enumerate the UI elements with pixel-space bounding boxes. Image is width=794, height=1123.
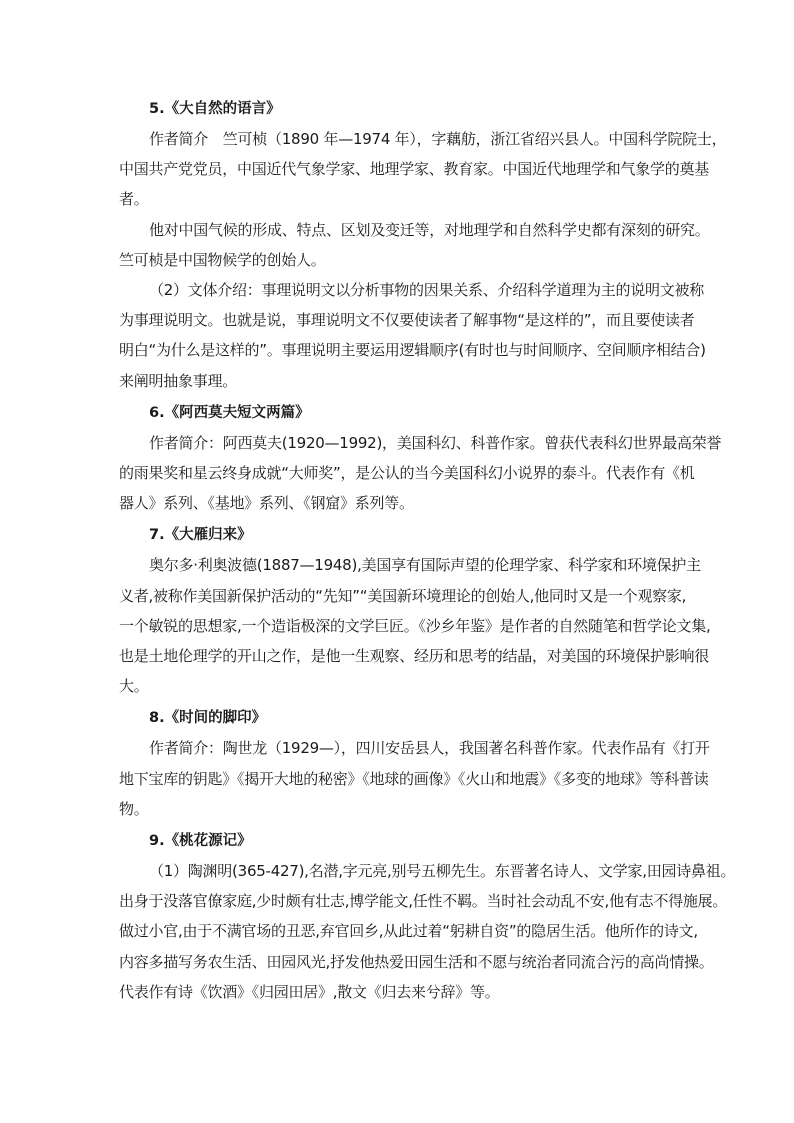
paragraph xyxy=(119,550,711,701)
section-heading: 8.《时间的脚印》 xyxy=(149,710,267,727)
paragraph xyxy=(119,215,710,275)
text-line: 物。 xyxy=(119,799,149,818)
text-line: （2）文体介绍：事理说明文以分析事物的因果关系、介绍科学道理为主的说明文被称 xyxy=(149,281,705,300)
paragraph xyxy=(119,124,727,215)
text-line: 他对中国气候的形成、特点、区划及变迁等，对地理学和自然科学史都有深刻的研究。 xyxy=(149,220,710,239)
section-9 xyxy=(119,830,736,1007)
text-line: 出身于没落官僚家庭,少时颇有壮志,博学能文,任性不羁。当时社会动乱不安,他有志不得施展。 xyxy=(119,892,728,911)
text-line: 来阐明抽象事理。 xyxy=(119,371,238,390)
text-line: 大。 xyxy=(119,677,149,696)
text-line: 作者简介：陶世龙（1929—），四川安岳县人，我国著名科普作家。代表作品有《打开 xyxy=(149,739,710,758)
section-8 xyxy=(119,707,710,824)
section-heading: 6.《阿西莫夫短文两篇》 xyxy=(149,404,310,421)
text-line: 地下宝库的钥匙》《揭开大地的秘密》《地球的画像》《火山和地震》《多变的地球》等科普读 xyxy=(119,769,709,788)
text-line: 明白“为什么是这样的”。事理说明主要运用逻辑顺序(有时也与时间顺序、空间顺序相结合) xyxy=(119,341,706,360)
text-line: 做过小官,由于不满官场的丑恶,弃官回乡,从此过着“躬耕自资”的隐居生活。他所作的诗文, xyxy=(119,922,698,941)
paragraph xyxy=(119,275,706,396)
paragraph xyxy=(119,428,722,519)
text-line: 也是土地伦理学的开山之作，是他一生观察、经历和思考的结晶，对美国的环境保护影响很 xyxy=(119,647,710,666)
document-page xyxy=(119,98,736,1007)
text-line: 作者简介：阿西莫夫(1920—1992)，美国科幻、科普作家。曾获代表科幻世界最高荣誉 xyxy=(149,433,722,452)
text-line: 竺可桢是中国物候学的创始人。 xyxy=(119,250,326,269)
text-line: 中国共产党党员，中国近代气象学家、地理学家、教育家。中国近代地理学和气象学的奠基 xyxy=(119,160,710,179)
text-line: 奥尔多·利奥波德(1887—1948),美国享有国际声望的伦理学家、科学家和环境保护主 xyxy=(149,556,701,575)
section-heading: 7.《大雁归来》 xyxy=(149,527,252,544)
section-7 xyxy=(119,524,711,701)
section-heading: 9.《桃花源记》 xyxy=(149,833,252,850)
text-line: （1）陶渊明(365-427),名潜,字元亮,别号五柳先生。东晋著名诗人、文学家,田园诗鼻祖。 xyxy=(149,862,736,881)
section-heading: 5.《大自然的语言》 xyxy=(149,101,281,117)
text-line: 者。 xyxy=(119,190,149,209)
text-line: 的雨果奖和星云终身成就“大师奖”，是公认的当今美国科幻小说界的泰斗。代表作有《机 xyxy=(119,464,695,483)
text-line: 为事理说明文。也就是说，事理说明文不仅要使读者了解事物“是这样的”，而且要使读者 xyxy=(119,311,695,330)
paragraph xyxy=(119,856,736,1007)
text-line: 器人》系列、《基地》系列、《钢窟》系列等。 xyxy=(119,494,414,513)
section-5 xyxy=(119,98,727,396)
paragraph xyxy=(119,733,710,824)
text-line: 代表作有诗《饮酒》《归园田居》,散文《归去来兮辞》等。 xyxy=(119,982,500,1001)
text-line: 内容多描写务农生活、田园风光,抒发他热爱田园生活和不愿与统治者同流合污的高尚情操。 xyxy=(119,952,714,971)
text-line: 一个敏锐的思想家,一个造诣极深的文学巨匠。《沙乡年鉴》是作者的自然随笔和哲学论文集, xyxy=(119,616,711,635)
section-6 xyxy=(119,402,722,519)
text-line: 义者,被称作美国新保护活动的“先知”“美国新环境理论的创始人,他同时又是一个观察家, xyxy=(119,586,687,605)
text-line: 作者简介 竺可桢（1890 年—1974 年），字藕舫，浙江省绍兴县人。中国科学院院士， xyxy=(149,130,727,148)
